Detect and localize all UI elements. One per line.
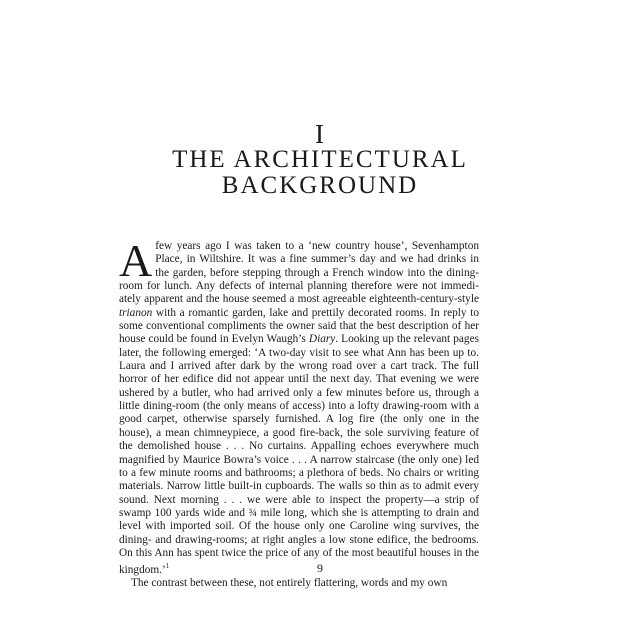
paragraph-1-text-a: few years ago I was taken to a ‘new country house’, Sevenhampton Place, in Wiltshire. It was a fine summer’s day and we had drinks in the garden, before stepping through a French window into the dining-room for lunch. Any defects of internal planning therefore were not immediately apparent and the house seemed a most agreeable eighteenth-century-style	[119, 240, 479, 306]
paragraph-1-text-b: with a romantic garden, lake and prettily decorated rooms. In reply to some conventional compliments the owner said that the best description of her house could be found in Evelyn Waugh’s	[119, 306, 479, 346]
paragraph-1-text-c: . Looking up the relevant pages later, the following emerged: ‘A two-day visit to see what Ann has been up to. Laura and I arrived after dark by the wrong road over a cart track. The full horror of her edifice did not appear until the next day. That evening we were ushered by a butler, who had arrived only a few minutes before us, through a little dining-room (the only means of access) into a lofty drawing-room with a good carpet, otherwise sparsely furnished. A log fire (the only one in the house), a mean chimneypiece, a good fire-back, the sole surviving feature of the demolished house . . . No curtains. Appalling echoes everywhere much magnified by Maurice Bowra’s voice . . . A narrow staircase (the only one) led to a few minute rooms and bathrooms; a plethora of beds. No chairs or writing materials. Narrow little built-in cupboards. The walls so thin as to admit every sound. Next morning . . . we were able to inspect the property—a strip of swamp 100 yards wide and ¾ mile long, which she is attempting to drain and level with imported soil. Of the house only one Caroline wing survives, the dining- and drawing-rooms; at right angles a low stone edifice, the bedrooms. On this Ann has spent twice the price of any of the most beautiful houses in the kingdom.’	[119, 333, 479, 577]
italic-diary: Diary	[308, 333, 336, 346]
page-number: 9	[317, 561, 323, 575]
body-text	[119, 235, 479, 591]
drop-cap: A	[119, 235, 153, 286]
italic-trianon: trianon	[119, 306, 153, 319]
chapter-title-line-2: BACKGROUND	[221, 172, 419, 199]
paragraph-2: The contrast between these, not entirely flattering, words and my own	[131, 577, 448, 590]
paragraph-1	[119, 235, 479, 577]
chapter-title	[0, 147, 640, 199]
chapter-title-line-1: THE ARCHITECTURAL	[172, 146, 468, 173]
footnote-marker: 1	[165, 562, 170, 571]
chapter-number: I	[315, 119, 325, 149]
